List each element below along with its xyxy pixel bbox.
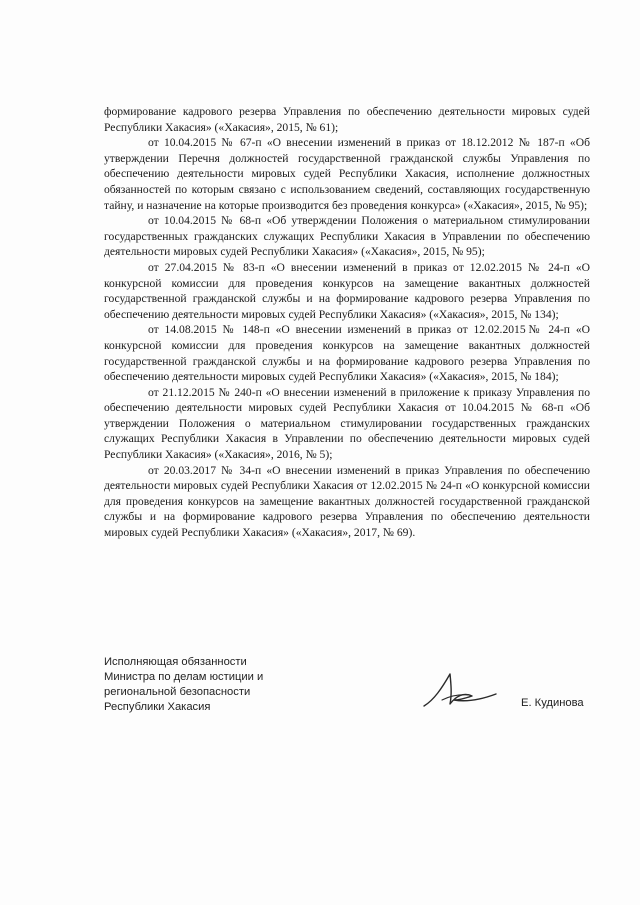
signatory-title-line: Республики Хакасия (104, 701, 211, 713)
signer-name: Е. Кудинова (521, 697, 584, 709)
signatory-title-line: региональной безопасности (104, 686, 251, 698)
signatory-title-line: Министра по делам юстиции и (104, 671, 264, 683)
paragraph-order-83: от 27.04.2015 № 83-п «О внесении изменений в приказ от 12.02.2015 № 24-п «О конкурсной комиссии для проведения конкурсов на замещение вакантных должностей государственной гражданской службы и на формирование кадрового резерва Управления по обеспечению деятельности мировых судей Республики Хакасия» («Хакасия», 2015, № 134); (104, 260, 590, 321)
signatory-title-line: Исполняющая обязанности (104, 656, 247, 668)
document-body (104, 104, 590, 541)
paragraph-order-68: от 10.04.2015 № 68-п «Об утверждении Положения о материальном стимулировании государственных гражданских служащих Республики Хакасия в Управлении по обеспечению деятельности мировых судей Республики Хакасия» («Хакасия», 2015, № 95); (104, 214, 590, 259)
signatory-title (104, 655, 304, 715)
paragraph-order-34: от 20.03.2017 № 34-п «О внесении изменений в приказ Управления по обеспечению деятельности мировых судей Республики Хакасия от 12.02.2015 № 24-п «О конкурсной комиссии для проведения конкурсов на замещение вакантных должностей государственной гражданской службы и на формирование кадрового резерва Управления по обеспечению деятельности мировых судей Республики Хакасия» («Хакасия», 2017, № 69). (104, 463, 590, 540)
paragraph-order-240: от 21.12.2015 № 240-п «О внесении изменений в приложение к приказу Управления по обеспечению деятельности мировых судей Республики Хакасия от 10.04.2015 № 68-п «Об утверждении Положения о материальном стимулировании государственных гражданских служащих Республики Хакасия в Управлении по обеспечению деятельности мировых судей Республики Хакасия» («Хакасия», 2016, № 5); (104, 385, 590, 462)
paragraph-order-67: от 10.04.2015 № 67-п «О внесении изменений в приказ от 18.12.2012 № 187-п «Об утверждении Перечня должностей государственной гражданской службы Управления по обеспечению деятельности мировых судей Республики Хакасия, исполнение должностных обязанностей по которым связано с использованием сведений, составляющих государственную тайну, и назначение на которые производится без проведения конкурса» («Хакасия», 2015, № 95); (104, 136, 590, 212)
handwritten-signature (420, 670, 500, 710)
paragraph-continuation: формирование кадрового резерва Управления по обеспечению деятельности мировых судей Республики Хакасия» («Хакасия», 2015, № 61); (104, 105, 590, 134)
paragraph-order-148: от 14.08.2015 № 148-п «О внесении изменений в приказ от 12.02.2015№ 24-п «О конкурсной комиссии для проведения конкурсов на замещение вакантных должностей государственной гражданской службы и на формирование кадрового резерва Управления по обеспечению деятельности мировых судей Республики Хакасия» («Хакасия», 2015, № 184); (104, 323, 590, 384)
